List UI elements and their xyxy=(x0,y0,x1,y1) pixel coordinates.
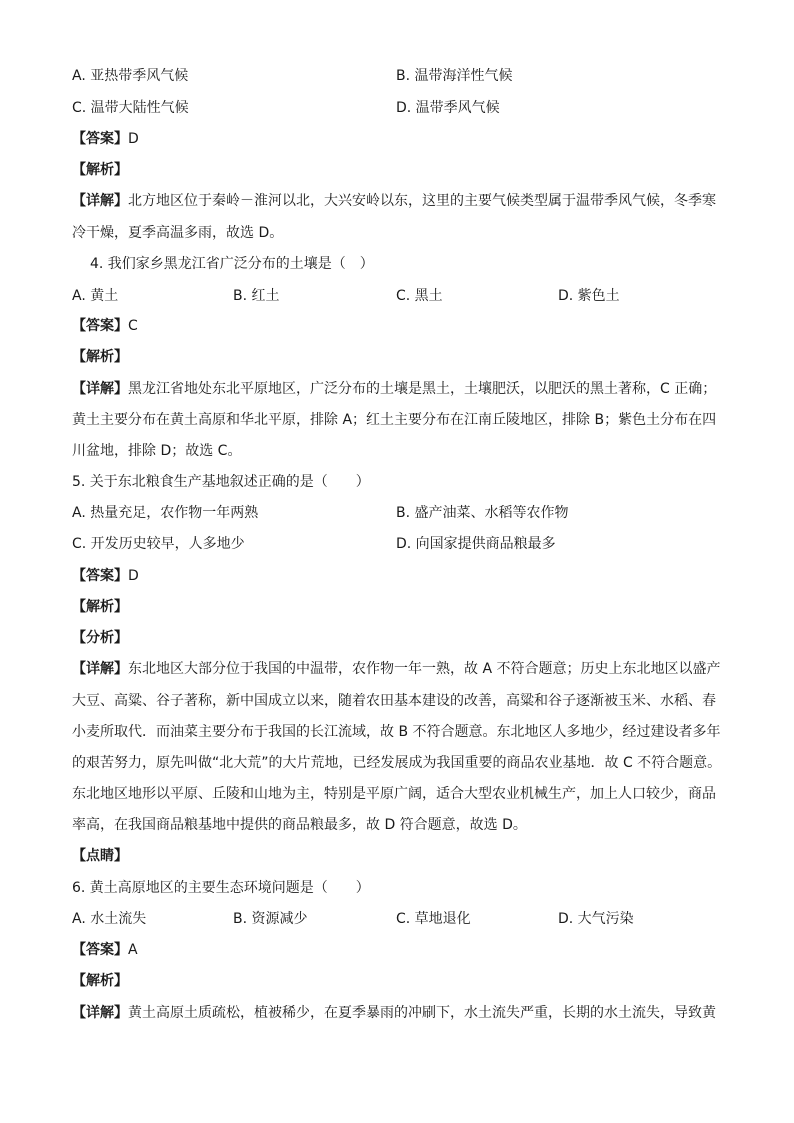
q4-detail-line: 川盆地，排除 D；故选 C。 xyxy=(72,443,242,459)
q5-detail-line: 大豆、高粱、谷子著称，新中国成立以来，随着农田基本建设的改善，高粱和谷子逐渐被玉米、水稻、春 xyxy=(72,693,716,709)
q4-answer: 【答案】C xyxy=(72,318,138,334)
q6-option-a: A. 水土流失 xyxy=(72,911,147,927)
q6-option-d: D. 大气污染 xyxy=(558,911,634,927)
q6-option-c: C. 草地退化 xyxy=(396,911,471,927)
q5-question: 5. 关于东北粮食生产基地叙述正确的是（ ） xyxy=(72,474,370,490)
q4-detail-line: 【详解】黑龙江省地处东北平原地区，广泛分布的土壤是黑土，土壤肥沃，以肥沃的黑土著称，C 正确； xyxy=(72,381,717,397)
q5-detail-line: 的艰苦努力，原先叫做“北大荒”的大片荒地，已经发展成为我国重要的商品农业基地．故 C 不符合题意。 xyxy=(72,755,722,771)
q4-analysis-heading: 【解析】 xyxy=(72,349,128,365)
q4-question: 4. 我们家乡黑龙江省广泛分布的土壤是（ ） xyxy=(90,256,374,272)
q4-option-a: A. 黄土 xyxy=(72,288,119,304)
q3-option-a: A. 亚热带季风气候 xyxy=(72,68,189,84)
q5-detail-line: 小麦所取代．而油菜主要分布于我国的长江流域，故 B 不符合题意。东北地区人多地少，经过建设者多年 xyxy=(72,724,721,740)
q5-detail-line: 【详解】东北地区大部分位于我国的中温带，农作物一年一熟，故 A 不符合题意；历史上东北地区以盛产 xyxy=(72,661,721,677)
q5-option-c: C. 开发历史较早，人多地少 xyxy=(72,536,245,552)
q4-detail-line: 黄土主要分布在黄土高原和华北平原，排除 A；红土主要分布在江南丘陵地区，排除 B；紫色土分布在四 xyxy=(72,412,717,428)
q4-option-c: C. 黑土 xyxy=(396,288,443,304)
q3-analysis-heading: 【解析】 xyxy=(72,162,128,178)
q3-option-d: D. 温带季风气候 xyxy=(396,100,500,116)
answer-tag: 【答案】 xyxy=(72,131,128,147)
q4-option-d: D. 紫色土 xyxy=(558,288,620,304)
q3-detail-line: 【详解】北方地区位于秦岭－淮河以北，大兴安岭以东，这里的主要气候类型属于温带季风气候，冬季寒 xyxy=(72,193,716,209)
q5-answer: 【答案】D xyxy=(72,568,139,584)
answer-value: D xyxy=(128,131,139,147)
q5-fenxi-heading: 【分析】 xyxy=(72,630,128,646)
q5-detail-line: 东北地区地形以平原、丘陵和山地为主，特别是平原广阔，适合大型农业机械生产，加上人口较少，商品 xyxy=(72,786,716,802)
q5-detail-line: 率高，在我国商品粮基地中提供的商品粮最多，故 D 符合题意，故选 D。 xyxy=(72,817,527,833)
q6-option-b: B. 资源减少 xyxy=(233,911,308,927)
q5-dianjing-heading: 【点睛】 xyxy=(72,848,128,864)
q3-answer xyxy=(72,129,732,149)
q3-option-b: B. 温带海洋性气候 xyxy=(396,68,513,84)
q6-analysis-heading: 【解析】 xyxy=(72,973,128,989)
q3-option-c: C. 温带大陆性气候 xyxy=(72,100,189,116)
q5-option-a: A. 热量充足，农作物一年两熟 xyxy=(72,505,259,521)
q5-analysis-heading: 【解析】 xyxy=(72,599,128,615)
q3-detail-line: 冷干燥，夏季高温多雨，故选 D。 xyxy=(72,225,284,241)
q4-option-b: B. 红土 xyxy=(233,288,280,304)
q5-option-d: D. 向国家提供商品粮最多 xyxy=(396,536,556,552)
q6-question: 6. 黄土高原地区的主要生态环境问题是（ ） xyxy=(72,880,370,896)
q6-answer: 【答案】A xyxy=(72,942,138,958)
q5-option-b: B. 盛产油菜、水稻等农作物 xyxy=(396,505,569,521)
q6-detail-line: 【详解】黄土高原土质疏松，植被稀少，在夏季暴雨的冲刷下，水土流失严重，长期的水土流失，导致黄 xyxy=(72,1005,716,1021)
